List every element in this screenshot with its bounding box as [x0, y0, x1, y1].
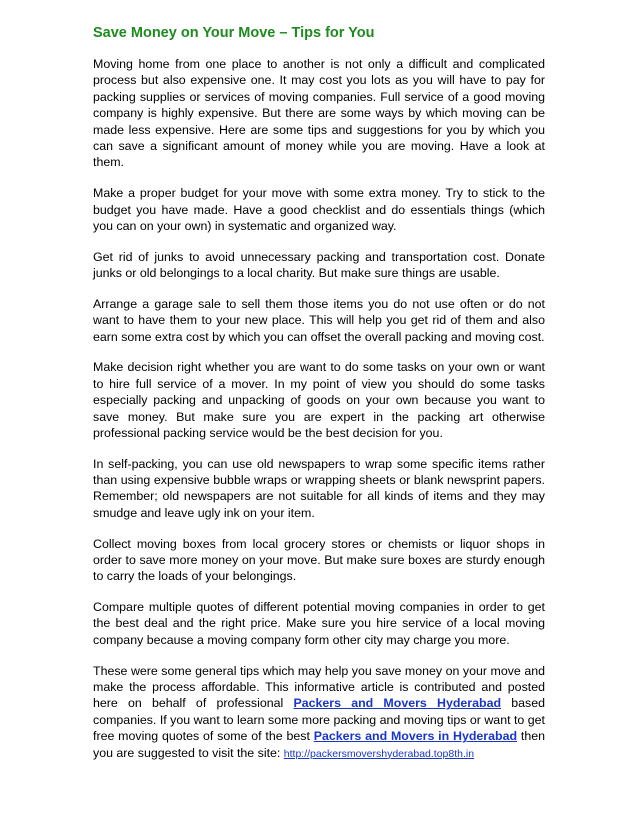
- packers-movers-in-hyderabad-link[interactable]: Packers and Movers in Hyderabad: [313, 729, 518, 744]
- paragraph-junk: Get rid of junks to avoid unnecessary packing and transportation cost. Donate junks or old belongings to a local charity. But make sure things are usable.: [93, 249, 545, 281]
- paragraph-quotes: Compare multiple quotes of different potential moving companies in order to get the best deal and the right price. Make sure you hire service of a local moving company because a moving company form other city may charge you more.: [93, 600, 545, 647]
- paragraph-garage-sale: Arrange a garage sale to sell them those items you do not use often or do not want to have them to your new place. This will help you get rid of them and also earn some extra cost by which you can offset the overall packing and moving cost.: [93, 296, 545, 344]
- packers-movers-hyderabad-link[interactable]: Packers and Movers Hyderabad: [293, 696, 502, 711]
- closing-text-3: then you are suggested to visit the site:: [93, 729, 546, 760]
- closing-text-2: based companies. If you want to learn some more packing and moving tips or want to get free moving quotes of some of the best: [93, 696, 546, 744]
- document-page: [93, 24, 545, 776]
- paragraph-intro: Moving home from one place to another is not only a difficult and complicated process but also expensive one. It may cost you lots as you will have to pay for packing supplies or services of moving companies. Full service of a good moving company is highly expensive. But there are some ways by which moving can be made less expensive. Here are some tips and suggestions for you by which you can save a significant amount of money while you are moving. Have a look at them.: [93, 57, 545, 170]
- paragraph-budget: Make a proper budget for your move with some extra money. Try to stick to the budget you have made. Have a good checklist and do essentials things (which you can on your own) in systematic and organized way.: [93, 186, 545, 233]
- site-url-link[interactable]: http://packersmovershyderabad.top8th.in: [283, 747, 475, 760]
- closing-text-1: These were some general tips which may help you save money on your move and make the process affordable. This informative article is contributed and posted here on behalf of professional: [93, 663, 545, 711]
- paragraph-boxes: Collect moving boxes from local grocery stores or chemists or liquor shops in order to save more money on your move. But make sure boxes are sturdy enough to carry the loads of your belongings.: [93, 536, 545, 584]
- paragraph-self-packing: In self-packing, you can use old newspapers to wrap some specific items rather than using expensive bubble wraps or wrapping sheets or blank newsprint papers. Remember; old newspapers are not suitable for all kinds of items and they may smudge and leave ugly ink on your item.: [93, 456, 545, 520]
- paragraph-closing: [93, 663, 545, 762]
- paragraph-decision: Make decision right whether you are want to do some tasks on your own or want to hire full service of a mover. In my point of view you should do some tasks especially packing and unpacking of goods on your own because you want to save money. But make sure you are expert in the packing art otherwise professional packing service would be the best decision for you.: [93, 360, 545, 440]
- document-title: Save Money on Your Move – Tips for You: [93, 25, 375, 41]
